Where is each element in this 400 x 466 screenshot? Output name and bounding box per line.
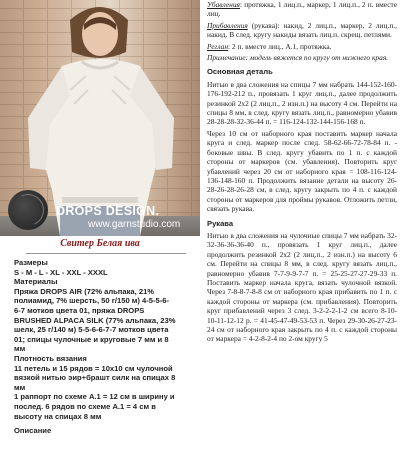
line: мм <box>14 344 26 354</box>
paragraph: Убавления: протяжка, 1 лиц.п., маркер, 1 лиц.п., 2 п. вместе лиц. <box>207 0 397 19</box>
section-heading: Основная деталь <box>207 67 273 77</box>
term-label: Реглан <box>207 41 228 51</box>
pattern-title: Свитер Белая ива <box>60 238 140 249</box>
garnstudio-logo <box>8 190 48 230</box>
line: высоту на спицах 8 мм <box>14 411 102 421</box>
note-text: модель вяжется по кругу от нижнего края. <box>249 53 389 63</box>
line: 1 раппорт по схеме А.1 = 12 см в ширину и <box>14 392 175 402</box>
model-photo <box>0 0 200 236</box>
note-label: Примечание: <box>207 53 248 63</box>
instructions-column <box>207 0 397 466</box>
line: шелк, 25 г/140 м) 5-5-6-6-7-7 мотков цвета <box>14 325 169 335</box>
paragraph: Нитью в два сложения на спицы 7 мм набрать 144-152-160-176-192-212 п., провязать 1 круг лиц.п., далее продолжить резинкой 2х2 (2 лиц.п., 2 изн.п.) на высоту 4 см. Перейти на спицы 8 мм, в след. кругу вязать лиц.п., равномерно убавив 28-28-28-32-36-44 п. = 116-124-132-144-156-168 п. <box>207 79 397 127</box>
term-text: (рукава): накид, 2 лиц.п., маркер, 2 лиц.п., накид. В след. кругу накиды вязать лиц.п. скрещ. петлями. <box>207 20 397 40</box>
paragraph: Нитью в два сложения на чулочные спицы 7 мм набрать 32-32-36-36-36-40 п., провязать 1 круг лиц.п., далее продолжить резинкой 2х2 (2 лиц.п., 2 изн.п.) на высоту 6 см. Перейти на спицы 8 мм, в след. кругу вязать лиц.п., равномерно убавив 7-7-9-9-7-7 п. = 25-25-27-27-29-33 п. Поставить маркер начала круга, вязать чулочной вязкой. Через 7-8-8-7-8-8 см от наборного края прибавить по 1 п. с каждой стороны от маркера (см. прибавления). Повторить круг прибавлений через 3 след. 3-2-2-2-1-2 см всего 8-10-10-11-12-12 р. = 41-45-47-49-53-53 п. Через 29-30-26-27-23-24 см от наборного края закрыть по 4 п. с каждой стороны от маркера = 4-2-8-2-4 по 2-ом кругу 5 <box>207 230 397 344</box>
line: Плотность вязания <box>14 353 87 363</box>
line: послед. 6 рядов по схеме А.1 = 4 см в <box>14 401 156 411</box>
paragraph <box>207 21 397 40</box>
brand-name: DROPS DESIGN. <box>56 204 160 218</box>
line: Размеры <box>14 258 48 267</box>
line: мм <box>14 382 26 392</box>
divider <box>26 253 186 254</box>
line: Материалы <box>14 277 58 287</box>
section-heading: Описание <box>14 426 52 436</box>
line: 11 петель и 15 рядов = 10х10 см чулочной <box>14 363 173 373</box>
line: 6-7 мотков цвета 01, пряжа DROPS <box>14 305 145 315</box>
materials-block <box>14 258 188 436</box>
brand-url: www.garnstudio.com <box>88 219 181 230</box>
line: S - M - L - XL - XXL - XXXL <box>14 267 108 277</box>
line: вязкой нитью эир+брашт силк на спицах 8 <box>14 373 176 383</box>
paragraph: Реглан: 2 п. вместе лиц., А.1, протяжка. <box>207 41 332 51</box>
term-text: протяжка, 1 лиц.п., маркер, 1 лиц.п., 2 п. вместе лиц. <box>207 0 397 19</box>
term-text: 2 п. вместе лиц., А.1, протяжка. <box>231 41 332 51</box>
term-label: Убавления <box>207 0 240 9</box>
term-label: Прибавления <box>207 20 248 30</box>
line: BRUSHED ALPACA SILK (77% альпака, 23% <box>14 315 176 325</box>
line: полиамид, 7% шерсть, 50 г/150 м) 4-5-5-6- <box>14 296 170 306</box>
line: Пряжа DROPS AIR (72% альпака, 21% <box>14 286 155 296</box>
line: 01; спицы чулочные и круговые 7 мм и 8 <box>14 334 169 344</box>
section-heading: Рукава <box>207 218 234 228</box>
paragraph <box>207 53 397 62</box>
paragraph: Через 10 см от наборного края поставить маркер начала круга и след. маркер после след. 58-62-66-72-78-84 п. - боковые швы. В след. кругу убавить по 1 п. с каждой стороны от маркеров (см. убавления). Повторить круг убавлений через 20 см от наборного края = 108-116-124-136-148-160 п. Продолжить вязание детали на высоту 26-28-26-28-26-28 см, в след. кругу закрыть по 4 п. с каждой стороны от маркеров для проймы рукавов. Отложить петли, связать рукава. <box>207 128 397 214</box>
